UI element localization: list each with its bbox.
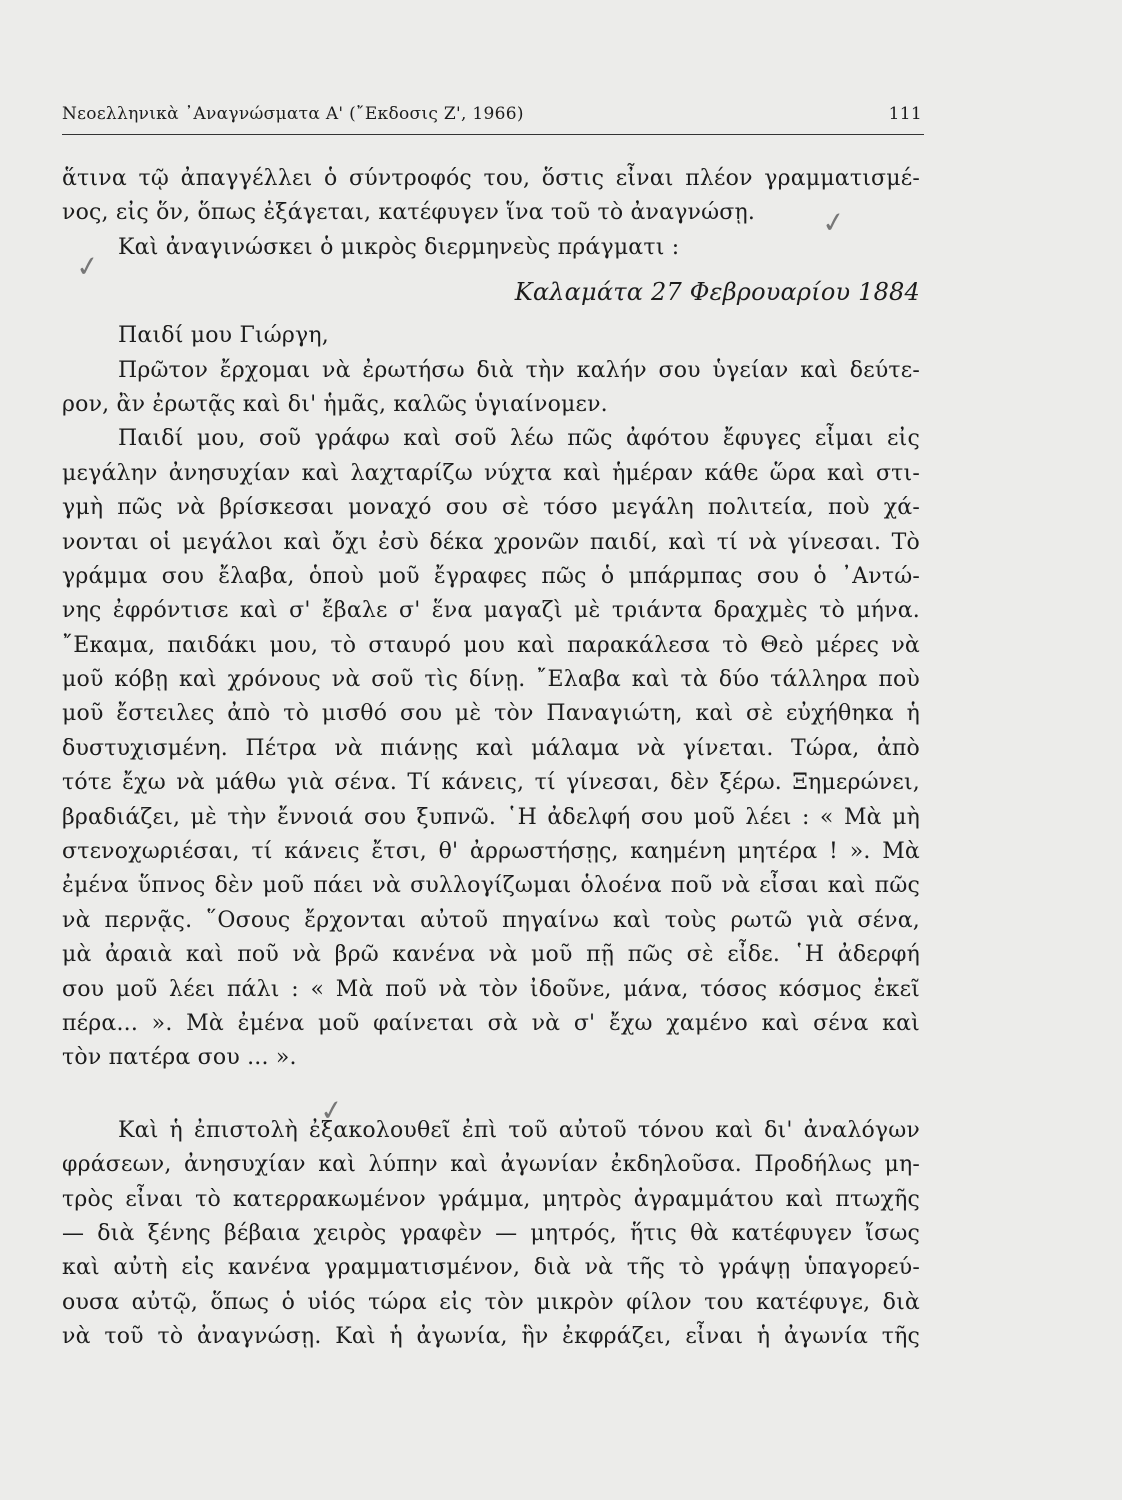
pencil-check-mark: ✓ (317, 1092, 346, 1129)
text-line: Καὶ ἀναγινώσκει ὁ μικρὸς διερμηνεὺς πράγματι : (118, 234, 680, 260)
text-line: μὰ ἀραιὰ καὶ ποῦ νὰ βρῶ κανένα νὰ μοῦ πῇ πῶς σὲ εἶδε. ῾Η ἀδερφή (62, 942, 920, 968)
paragraph-5 (62, 1114, 920, 1355)
text-line: νονται οἱ μεγάλοι καὶ ὄχι ἐσὺ δέκα χρονῶν παιδί, καὶ τί νὰ γίνεσαι. Τὸ (62, 529, 920, 555)
pencil-check-mark: ✓ (73, 248, 102, 285)
text-line: ἅτινα τῷ ἀπαγγέλλει ὁ σύντροφός του, ὅστις εἶναι πλέον γραμματισμέ- (62, 166, 920, 191)
paragraph-gap (62, 1076, 920, 1114)
running-title: Νεοελληνικὰ ᾿Αναγνώσματα Α' (῎Εκδοσις Ζ', 1966) (62, 104, 524, 124)
running-header (62, 100, 922, 130)
text-line: σου μοῦ λέει πάλι : « Μὰ ποῦ νὰ τὸν ἰδοῦνε, μάνα, τόσος κόσμος ἐκεῖ (62, 976, 920, 1002)
text-line: μεγάλην ἀνησυχίαν καὶ λαχταρίζω νύχτα καὶ ἡμέραν κάθε ὥρα καὶ στι- (62, 460, 920, 486)
text-line: πέρα... ». Μὰ ἐμένα μοῦ φαίνεται σὰ νὰ σ' ἔχω χαμένο καὶ σένα καὶ (62, 1010, 920, 1036)
text-line: μοῦ ἔστειλες ἀπὸ τὸ μισθό σου μὲ τὸν Παναγιώτη, καὶ σὲ εὐχήθηκα ἡ (62, 701, 920, 727)
header-rule (62, 134, 924, 135)
text-line: δυστυχισμένη. Πέτρα νὰ πιάνῃς καὶ μάλαμα νὰ γίνεται. Τώρα, ἀπὸ (62, 735, 920, 761)
text-line: νος, εἰς ὅν, ὅπως ἐξάγεται, κατέφυγεν ἵνα τοῦ τὸ ἀναγνώσῃ. (62, 200, 756, 226)
text-line: ουσα αὐτῷ, ὅπως ὁ υἱός τώρα εἰς τὸν μικρὸν φίλον του κατέφυγε, διὰ (62, 1289, 920, 1315)
page-body (62, 162, 920, 1355)
text-line: τρὸς εἶναι τὸ κατερρακωμένον γράμμα, μητρὸς ἀγραμμάτου καὶ πτωχῆς (62, 1186, 920, 1212)
letter-dateline: Καλαμάτα 27 Φεβρουαρίου 1884 (514, 278, 920, 307)
pencil-check-mark: ✓ (819, 204, 848, 241)
text-line: νὰ τοῦ τὸ ἀναγνώσῃ. Καὶ ἡ ἀγωνία, ἣν ἐκφράζει, εἶναι ἡ ἀγωνία τῆς (62, 1324, 920, 1350)
text-line: φράσεων, ἀνησυχίαν καὶ λύπην καὶ ἀγωνίαν ἐκδηλοῦσα. Προδήλως μη- (62, 1152, 920, 1178)
text-line: — διὰ ξένης βέβαια χειρὸς γραφὲν — μητρός, ἥτις θὰ κατέφυγεν ἴσως (62, 1220, 920, 1246)
paragraph-3 (62, 354, 920, 423)
text-line: ῎Εκαμα, παιδάκι μου, τὸ σταυρό μου καὶ παρακάλεσα τὸ Θεὸ μέρες νὰ (62, 632, 920, 658)
text-line: Παιδί μου, σοῦ γράφω καὶ σοῦ λέω πῶς ἀφότου ἔφυγες εἶμαι εἰς (118, 426, 920, 452)
letter-salutation: Παιδί μου Γιώργη, (118, 323, 329, 349)
text-line: ἐμένα ὕπνος δὲν μοῦ πάει νὰ συλλογίζωμαι ὁλοένα ποῦ νὰ εἶσαι καὶ πῶς (62, 873, 920, 899)
text-line: Πρῶτον ἔρχομαι νὰ ἐρωτήσω διὰ τὴν καλήν σου ὑγείαν καὶ δεύτε- (118, 357, 920, 383)
text-line: νὰ περνᾷς. ῞Οσους ἔρχονται αὐτοῦ πηγαίνω καὶ τοὺς ρωτῶ γιὰ σένα, (62, 907, 920, 933)
text-line: στενοχωριέσαι, τί κάνεις ἔτσι, θ' ἀρρωστήσῃς, καημένη μητέρα ! ». Μὰ (62, 839, 920, 865)
text-line: ρον, ἂν ἐρωτᾷς καὶ δι' ἡμᾶς, καλῶς ὑγιαίνομεν. (62, 391, 608, 417)
text-line: βραδιάζει, μὲ τὴν ἔννοιά σου ξυπνῶ. ῾Η ἀδελφή σου μοῦ λέει : « Μὰ μὴ (62, 804, 920, 830)
text-line: Καὶ ἡ ἐπιστολὴ ἐξακολουθεῖ ἐπὶ τοῦ αὐτοῦ τόνου καὶ δι' ἀναλόγων (118, 1117, 920, 1143)
text-line: γράμμα σου ἔλαβα, ὁποὺ μοῦ ἔγραφες πῶς ὁ μπάρμπας σου ὁ ᾿Αντώ- (62, 563, 920, 589)
text-line: μοῦ κόβῃ καὶ χρόνους νὰ σοῦ τὶς δίνῃ. ῎Ελαβα καὶ τὰ δύο τάλληρα ποὺ (62, 667, 920, 693)
text-line: γμὴ πῶς νὰ βρίσκεσαι μοναχό σου σὲ τόσο μεγάλη πολιτεία, ποὺ χά- (62, 495, 920, 521)
page-number: 111 (888, 104, 922, 124)
text-line: τὸν πατέρα σου ... ». (62, 1045, 297, 1071)
text-line: τότε ἔχω νὰ μάθω γιὰ σένα. Τί κάνεις, τί γίνεσαι, δὲν ξέρω. Ξημερώνει, (62, 770, 920, 796)
text-line: καὶ αὐτὴ εἰς κανένα γραμματισμένον, διὰ νὰ τῆς τὸ γράψῃ ὑπαγορεύ- (62, 1255, 920, 1281)
paragraph-4 (62, 422, 920, 1075)
paragraph-2 (62, 231, 920, 265)
paragraph-1 (62, 162, 920, 231)
text-line: νης ἐφρόντισε καὶ σ' ἔβαλε σ' ἕνα μαγαζὶ μὲ τριάντα δραχμὲς τὸ μήνα. (62, 598, 920, 624)
